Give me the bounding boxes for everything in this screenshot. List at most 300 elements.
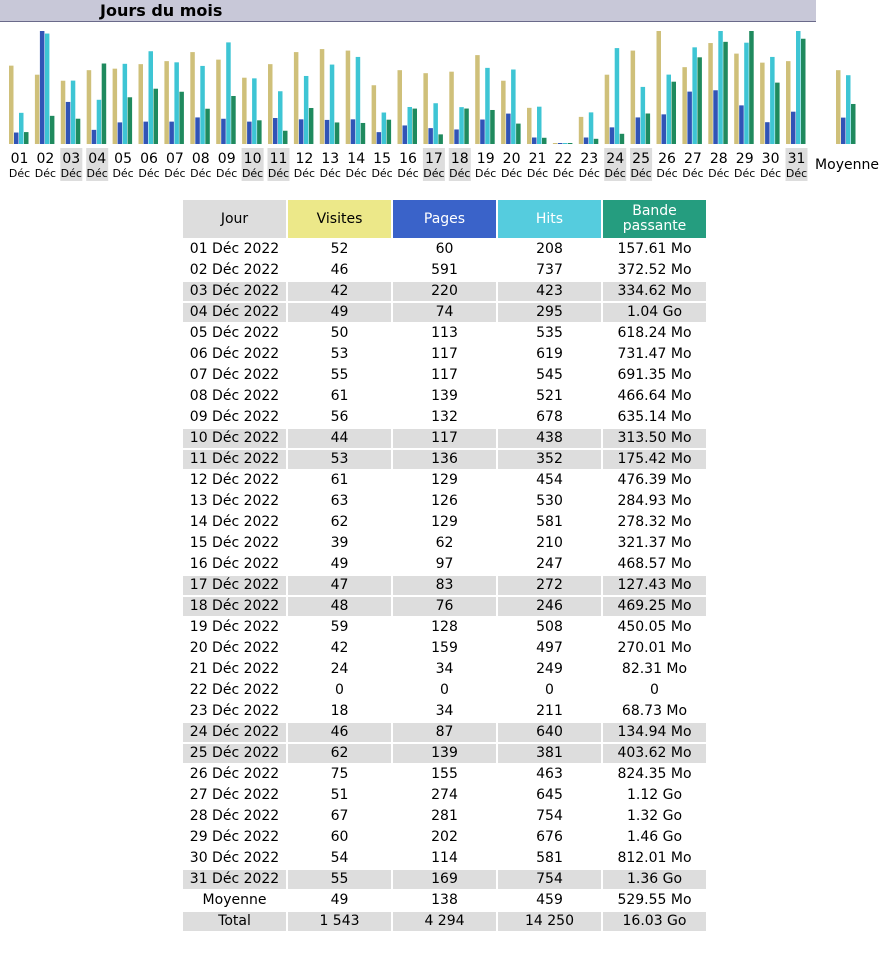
x-tick-month-label: Déc — [138, 167, 160, 180]
cell-hits: 0 — [498, 681, 601, 702]
table-row — [183, 345, 706, 366]
cell-day: 18 Déc 2022 — [183, 597, 286, 618]
cell-hits: 581 — [498, 849, 601, 870]
bar-hits — [744, 43, 749, 144]
cell-bandwidth: 450.05 Mo — [603, 618, 706, 639]
cell-visits: 55 — [288, 870, 391, 891]
average-bar-hits — [846, 75, 851, 144]
bar-hits — [718, 31, 723, 144]
table-row — [183, 639, 706, 660]
table-row — [183, 534, 706, 555]
cell-day: 20 Déc 2022 — [183, 639, 286, 660]
cell-day: 28 Déc 2022 — [183, 807, 286, 828]
cell-hits: 246 — [498, 597, 601, 618]
bar-pages — [66, 102, 71, 144]
x-tick-day-label: 10 — [243, 151, 262, 167]
bar-pages — [610, 127, 615, 144]
table-row — [183, 702, 706, 723]
cell-pages: 132 — [393, 408, 496, 429]
x-tick-day-label: 01 — [10, 151, 29, 167]
cell-visits: 1 543 — [288, 912, 391, 933]
bar-visits — [61, 81, 66, 144]
x-tick-month-label: Déc — [423, 167, 445, 180]
bar-visits — [113, 69, 118, 144]
header-visits: Visites — [288, 200, 391, 240]
bar-visits — [475, 55, 480, 144]
bar-hits — [537, 107, 542, 144]
x-tick-day-label: 24 — [606, 151, 625, 167]
bar-pages — [713, 90, 718, 144]
x-tick-day-label: 09 — [217, 151, 236, 167]
cell-pages: 83 — [393, 576, 496, 597]
x-tick-day-label: 12 — [295, 151, 314, 167]
x-tick-day-label: 23 — [580, 151, 599, 167]
bar-hits — [278, 91, 283, 144]
cell-day: 21 Déc 2022 — [183, 660, 286, 681]
bar-visits — [190, 52, 195, 144]
cell-pages: 155 — [393, 765, 496, 786]
cell-day: 01 Déc 2022 — [183, 240, 286, 261]
cell-hits: 438 — [498, 429, 601, 450]
cell-bandwidth: 466.64 Mo — [603, 387, 706, 408]
cell-day: 24 Déc 2022 — [183, 723, 286, 744]
bar-visits — [657, 31, 662, 144]
bar-bandwidth — [154, 89, 159, 144]
bar-visits — [139, 64, 144, 144]
cell-day: 08 Déc 2022 — [183, 387, 286, 408]
total-row — [183, 912, 706, 933]
bar-pages — [532, 137, 537, 144]
cell-visits: 55 — [288, 366, 391, 387]
cell-bandwidth: 313.50 Mo — [603, 429, 706, 450]
cell-pages: 60 — [393, 240, 496, 261]
bar-bandwidth — [438, 134, 443, 144]
cell-bandwidth: 1.32 Go — [603, 807, 706, 828]
bar-hits — [97, 100, 102, 144]
table-row — [183, 849, 706, 870]
cell-day: 14 Déc 2022 — [183, 513, 286, 534]
cell-hits: 14 250 — [498, 912, 601, 933]
cell-hits: 497 — [498, 639, 601, 660]
bar-visits — [682, 67, 687, 144]
table-row — [183, 408, 706, 429]
bar-pages — [377, 132, 382, 144]
cell-bandwidth: 1.36 Go — [603, 870, 706, 891]
bar-hits — [511, 70, 515, 144]
cell-pages: 117 — [393, 429, 496, 450]
bar-visits — [398, 70, 403, 144]
header-day: Jour — [183, 200, 286, 240]
cell-bandwidth: 321.37 Mo — [603, 534, 706, 555]
bar-visits — [605, 75, 610, 144]
cell-day: 07 Déc 2022 — [183, 366, 286, 387]
bar-bandwidth — [464, 109, 469, 144]
cell-day: 29 Déc 2022 — [183, 828, 286, 849]
cell-visits: 52 — [288, 240, 391, 261]
bar-bandwidth — [413, 109, 418, 144]
cell-pages: 129 — [393, 513, 496, 534]
x-tick-day-label: 05 — [114, 151, 133, 167]
x-tick-month-label: Déc — [785, 167, 808, 180]
cell-hits: 678 — [498, 408, 601, 429]
bar-bandwidth — [490, 110, 495, 144]
x-tick-month-label: Déc — [112, 167, 134, 180]
table-row — [183, 240, 706, 261]
bar-hits — [615, 48, 620, 144]
bar-bandwidth — [361, 123, 366, 144]
cell-bandwidth: 824.35 Mo — [603, 765, 706, 786]
cell-day: 10 Déc 2022 — [183, 429, 286, 450]
cell-visits: 46 — [288, 723, 391, 744]
bar-pages — [14, 133, 19, 144]
table-row — [183, 786, 706, 807]
cell-visits: 75 — [288, 765, 391, 786]
table-row — [183, 324, 706, 345]
cell-hits: 521 — [498, 387, 601, 408]
x-tick-month-label: Déc — [8, 167, 31, 180]
cell-hits: 295 — [498, 303, 601, 324]
cell-bandwidth: 127.43 Mo — [603, 576, 706, 597]
bar-visits — [734, 54, 739, 144]
bar-visits — [760, 63, 765, 144]
cell-bandwidth: 618.24 Mo — [603, 324, 706, 345]
bar-hits — [667, 75, 672, 144]
x-tick-day-label: 07 — [165, 151, 184, 167]
bar-hits — [71, 81, 76, 144]
cell-day: 27 Déc 2022 — [183, 786, 286, 807]
average-bar-visits — [836, 70, 841, 144]
cell-day: 17 Déc 2022 — [183, 576, 286, 597]
bar-bandwidth — [387, 120, 392, 144]
cell-hits: 530 — [498, 492, 601, 513]
cell-bandwidth: 0 — [603, 681, 706, 702]
bar-visits — [268, 64, 273, 144]
bar-visits — [631, 51, 636, 144]
cell-hits: 247 — [498, 555, 601, 576]
cell-hits: 211 — [498, 702, 601, 723]
bar-visits — [708, 43, 713, 144]
table-row — [183, 597, 706, 618]
bar-pages — [169, 122, 174, 144]
cell-day: 22 Déc 2022 — [183, 681, 286, 702]
cell-visits: 47 — [288, 576, 391, 597]
bar-hits — [433, 103, 438, 144]
x-tick-day-label: 11 — [269, 151, 288, 167]
bar-visits — [35, 75, 40, 144]
bar-hits — [692, 47, 697, 144]
table-row — [183, 261, 706, 282]
bar-pages — [144, 122, 149, 144]
bar-pages — [636, 117, 641, 144]
cell-day: 09 Déc 2022 — [183, 408, 286, 429]
table-row — [183, 870, 706, 891]
bar-hits — [563, 143, 568, 144]
x-tick-month-label: Déc — [345, 167, 367, 180]
bar-pages — [506, 114, 511, 144]
cell-hits: 754 — [498, 807, 601, 828]
cell-bandwidth: 812.01 Mo — [603, 849, 706, 870]
cell-visits: 63 — [288, 492, 391, 513]
cell-visits: 49 — [288, 555, 391, 576]
cell-day: 11 Déc 2022 — [183, 450, 286, 471]
cell-visits: 18 — [288, 702, 391, 723]
cell-pages: 129 — [393, 471, 496, 492]
cell-bandwidth: 372.52 Mo — [603, 261, 706, 282]
x-tick-day-label: 26 — [658, 151, 676, 167]
bar-bandwidth — [672, 82, 677, 144]
cell-pages: 0 — [393, 681, 496, 702]
bar-bandwidth — [205, 109, 210, 144]
cell-hits: 208 — [498, 240, 601, 261]
bar-pages — [428, 128, 433, 144]
cell-pages: 139 — [393, 387, 496, 408]
cell-visits: 59 — [288, 618, 391, 639]
cell-pages: 138 — [393, 891, 496, 912]
cell-bandwidth: 334.62 Mo — [603, 282, 706, 303]
x-tick-month-label: Déc — [86, 167, 108, 180]
bar-hits — [382, 113, 387, 144]
cell-visits: 46 — [288, 261, 391, 282]
bar-hits — [304, 76, 309, 144]
x-tick-day-label: 27 — [683, 151, 702, 167]
x-tick-day-label: 14 — [347, 151, 366, 167]
x-tick-month-label: Déc — [190, 167, 212, 180]
x-tick-month-label: Déc — [267, 167, 290, 180]
bar-visits — [579, 117, 584, 144]
cell-pages: 591 — [393, 261, 496, 282]
x-tick-month-label: Déc — [526, 167, 549, 180]
cell-bandwidth: 270.01 Mo — [603, 639, 706, 660]
bar-bandwidth — [231, 96, 236, 144]
bar-visits — [294, 52, 299, 144]
cell-visits: 49 — [288, 891, 391, 912]
cell-visits: 54 — [288, 849, 391, 870]
cell-bandwidth: 1.12 Go — [603, 786, 706, 807]
cell-visits: 24 — [288, 660, 391, 681]
x-tick-month-label: Déc — [682, 167, 704, 180]
bar-bandwidth — [568, 143, 573, 144]
cell-bandwidth: 635.14 Mo — [603, 408, 706, 429]
bar-hits — [330, 65, 335, 144]
bar-visits — [449, 72, 454, 144]
cell-bandwidth: 16.03 Go — [603, 912, 706, 933]
bar-pages — [118, 122, 123, 144]
cell-day: 23 Déc 2022 — [183, 702, 286, 723]
bar-bandwidth — [335, 122, 340, 144]
cell-visits: 48 — [288, 597, 391, 618]
bar-bandwidth — [24, 132, 29, 144]
table-row — [183, 282, 706, 303]
cell-visits: 62 — [288, 744, 391, 765]
cell-bandwidth: 468.57 Mo — [603, 555, 706, 576]
daily-stats-table — [181, 200, 708, 933]
bar-bandwidth — [646, 113, 651, 144]
bar-visits — [372, 85, 377, 144]
cell-pages: 220 — [393, 282, 496, 303]
cell-hits: 535 — [498, 324, 601, 345]
cell-hits: 249 — [498, 660, 601, 681]
cell-day: 16 Déc 2022 — [183, 555, 286, 576]
bar-visits — [527, 108, 532, 144]
cell-pages: 74 — [393, 303, 496, 324]
average-bar-bandwidth — [851, 104, 856, 144]
cell-day: 02 Déc 2022 — [183, 261, 286, 282]
cell-pages: 117 — [393, 366, 496, 387]
bar-hits — [770, 57, 775, 144]
cell-hits: 463 — [498, 765, 601, 786]
cell-hits: 581 — [498, 513, 601, 534]
cell-bandwidth: 82.31 Mo — [603, 660, 706, 681]
bar-bandwidth — [76, 119, 81, 144]
table-row — [183, 660, 706, 681]
cell-day: Total — [183, 912, 286, 933]
cell-pages: 62 — [393, 534, 496, 555]
cell-day: 15 Déc 2022 — [183, 534, 286, 555]
cell-pages: 281 — [393, 807, 496, 828]
x-tick-month-label: Déc — [397, 167, 419, 180]
table-row — [183, 513, 706, 534]
cell-bandwidth: 1.04 Go — [603, 303, 706, 324]
cell-day: 06 Déc 2022 — [183, 345, 286, 366]
table-row — [183, 387, 706, 408]
cell-hits: 381 — [498, 744, 601, 765]
cell-hits: 459 — [498, 891, 601, 912]
cell-hits: 754 — [498, 870, 601, 891]
table-row — [183, 555, 706, 576]
bar-pages — [325, 120, 330, 144]
header-pages: Pages — [393, 200, 496, 240]
bar-bandwidth — [128, 97, 133, 144]
bar-hits — [123, 64, 128, 144]
table-row — [183, 681, 706, 702]
x-tick-month-label: Déc — [604, 167, 626, 180]
x-tick-day-label: 06 — [140, 151, 158, 167]
cell-bandwidth: 691.35 Mo — [603, 366, 706, 387]
bar-bandwidth — [257, 120, 262, 144]
bar-pages — [687, 92, 692, 144]
table-row — [183, 429, 706, 450]
cell-hits: 545 — [498, 366, 601, 387]
cell-day: 30 Déc 2022 — [183, 849, 286, 870]
cell-day: 04 Déc 2022 — [183, 303, 286, 324]
cell-visits: 56 — [288, 408, 391, 429]
cell-visits: 53 — [288, 345, 391, 366]
bar-visits — [242, 78, 247, 144]
x-tick-day-label: 08 — [191, 151, 210, 167]
table-row — [183, 366, 706, 387]
cell-bandwidth: 529.55 Mo — [603, 891, 706, 912]
cell-pages: 139 — [393, 744, 496, 765]
bar-bandwidth — [50, 116, 55, 144]
cell-bandwidth: 175.42 Mo — [603, 450, 706, 471]
cell-pages: 4 294 — [393, 912, 496, 933]
x-tick-month-label: Déc — [293, 167, 316, 180]
bar-pages — [273, 118, 278, 144]
cell-visits: 0 — [288, 681, 391, 702]
x-tick-day-label: 22 — [554, 151, 573, 167]
cell-pages: 87 — [393, 723, 496, 744]
bar-visits — [164, 61, 169, 144]
cell-visits: 60 — [288, 828, 391, 849]
cell-hits: 737 — [498, 261, 601, 282]
bar-hits — [459, 107, 464, 144]
x-tick-month-label: Déc — [500, 167, 523, 180]
bar-hits — [45, 34, 50, 144]
x-tick-month-label: Déc — [34, 167, 57, 180]
bar-hits — [19, 113, 24, 144]
bar-visits — [216, 60, 221, 144]
cell-bandwidth: 731.47 Mo — [603, 345, 706, 366]
daily-bar-chart — [0, 0, 889, 185]
x-tick-month-label: Déc — [475, 167, 497, 180]
cell-pages: 126 — [393, 492, 496, 513]
cell-hits: 508 — [498, 618, 601, 639]
bar-pages — [739, 105, 744, 144]
bar-hits — [356, 57, 361, 144]
x-tick-day-label: 16 — [399, 151, 417, 167]
cell-pages: 202 — [393, 828, 496, 849]
bar-bandwidth — [283, 131, 288, 144]
cell-pages: 128 — [393, 618, 496, 639]
cell-day: Moyenne — [183, 891, 286, 912]
x-tick-day-label: 21 — [528, 151, 547, 167]
bar-hits — [149, 51, 154, 144]
bar-pages — [351, 119, 356, 144]
bar-pages — [403, 125, 408, 144]
bar-bandwidth — [102, 64, 107, 144]
cell-visits: 61 — [288, 471, 391, 492]
table-row — [183, 723, 706, 744]
cell-visits: 67 — [288, 807, 391, 828]
bar-pages — [791, 112, 796, 144]
cell-bandwidth: 284.93 Mo — [603, 492, 706, 513]
cell-day: 25 Déc 2022 — [183, 744, 286, 765]
bar-visits — [553, 143, 558, 144]
cell-visits: 62 — [288, 513, 391, 534]
bar-bandwidth — [542, 138, 547, 144]
cell-bandwidth: 68.73 Mo — [603, 702, 706, 723]
cell-hits: 676 — [498, 828, 601, 849]
cell-visits: 42 — [288, 282, 391, 303]
cell-day: 19 Déc 2022 — [183, 618, 286, 639]
cell-visits: 42 — [288, 639, 391, 660]
cell-visits: 44 — [288, 429, 391, 450]
x-tick-day-label: 13 — [321, 151, 340, 167]
x-tick-month-label: Déc — [759, 167, 782, 180]
cell-pages: 114 — [393, 849, 496, 870]
cell-bandwidth: 469.25 Mo — [603, 597, 706, 618]
cell-bandwidth: 1.46 Go — [603, 828, 706, 849]
x-tick-day-label: 29 — [735, 151, 754, 167]
bar-pages — [299, 119, 304, 144]
x-tick-month-label: Déc — [319, 167, 341, 180]
cell-day: 13 Déc 2022 — [183, 492, 286, 513]
bar-hits — [408, 107, 413, 144]
x-tick-day-label: 04 — [88, 151, 107, 167]
header-hits: Hits — [498, 200, 601, 240]
cell-pages: 113 — [393, 324, 496, 345]
bar-hits — [641, 87, 646, 144]
x-tick-month-label: Déc — [241, 167, 264, 180]
bar-bandwidth — [749, 31, 754, 144]
average-row — [183, 891, 706, 912]
average-bar-pages — [841, 118, 846, 144]
x-tick-day-label: 20 — [502, 151, 521, 167]
x-tick-month-label: Déc — [60, 167, 82, 180]
cell-day: 12 Déc 2022 — [183, 471, 286, 492]
x-tick-month-label: Déc — [656, 167, 678, 180]
x-tick-month-label: Déc — [449, 167, 471, 180]
